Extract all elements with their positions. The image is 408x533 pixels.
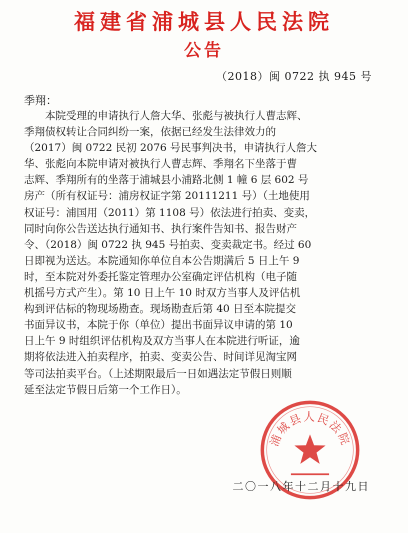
body-line: 机摇号方式产生）。第 10 日上午 10 时双方当事人及评估机 — [24, 287, 301, 300]
court-name-header: 福建省浦城县人民法院 — [74, 9, 334, 34]
body-line: 构到评估标的物现场勘查。现场勘查后第 40 日至本院提交 — [24, 303, 297, 316]
seal-text: 浦城县人民法院 — [267, 410, 353, 449]
signature-date: 二〇一八年十二月十九日 — [232, 480, 370, 493]
body-line: 期将依法进入拍卖程序，拍卖、变卖公告、时间详见淘宝网 — [24, 351, 297, 364]
body-line: 等司法拍卖平台。（上述期限最后一日如遇法定节假日则顺 — [24, 367, 292, 380]
body-line: 日上午 9 时组织评估机构及双方当事人在本院进行听证，逾 — [24, 335, 300, 348]
body-line: 房产（所有权证号：浦房权证字第 20111211 号）（土地使用 — [24, 190, 310, 203]
body-line: （2017）闽 0722 民初 2076 号民事判决书，申请执行人詹大 — [24, 142, 318, 155]
body-line: 华、张彪向本院申请对被执行人曹志辉、季翔名下坐落于曹 — [24, 158, 297, 171]
body-line: 季翔债权转让合同纠纷一案，依据已经发生法律效力的 — [24, 126, 276, 139]
addressee: 季翔： — [24, 94, 57, 107]
seal-star-icon — [294, 434, 325, 463]
body-line: 本院受理的申请执行人詹大华、张彪与被执行人曹志辉、 — [45, 110, 308, 122]
notice-body — [24, 108, 384, 398]
body-line: 书面异议书，本院于你（单位）提出书面异议申请的第 10 — [24, 319, 293, 332]
body-line: 日即视为送达。本院通知你单位自本公告期满后 5 日上午 9 — [24, 254, 300, 267]
body-line: 延至法定节假日后第一个工作日）。 — [24, 383, 187, 396]
document-title: 公告 — [184, 41, 224, 61]
body-line: 志辉、季翔所有的坐落于浦城县小浦路北侧 1 幢 6 层 602 号 — [24, 174, 309, 187]
body-line: 令、（2018）闽 0722 执 945 号拍卖、变卖裁定书。经过 60 — [24, 238, 312, 251]
body-line: 同时向你公告送达执行通知书、执行案件告知书、报告财产 — [24, 222, 297, 235]
body-line: 时，至本院对外委托鉴定管理办公室确定评估机构（电子随 — [24, 270, 297, 283]
document-number: （2018）闽 0722 执 945 号 — [216, 70, 372, 83]
body-line: 权证号：浦国用（2011）第 1108 号）依法进行拍卖、变卖， — [24, 206, 316, 219]
